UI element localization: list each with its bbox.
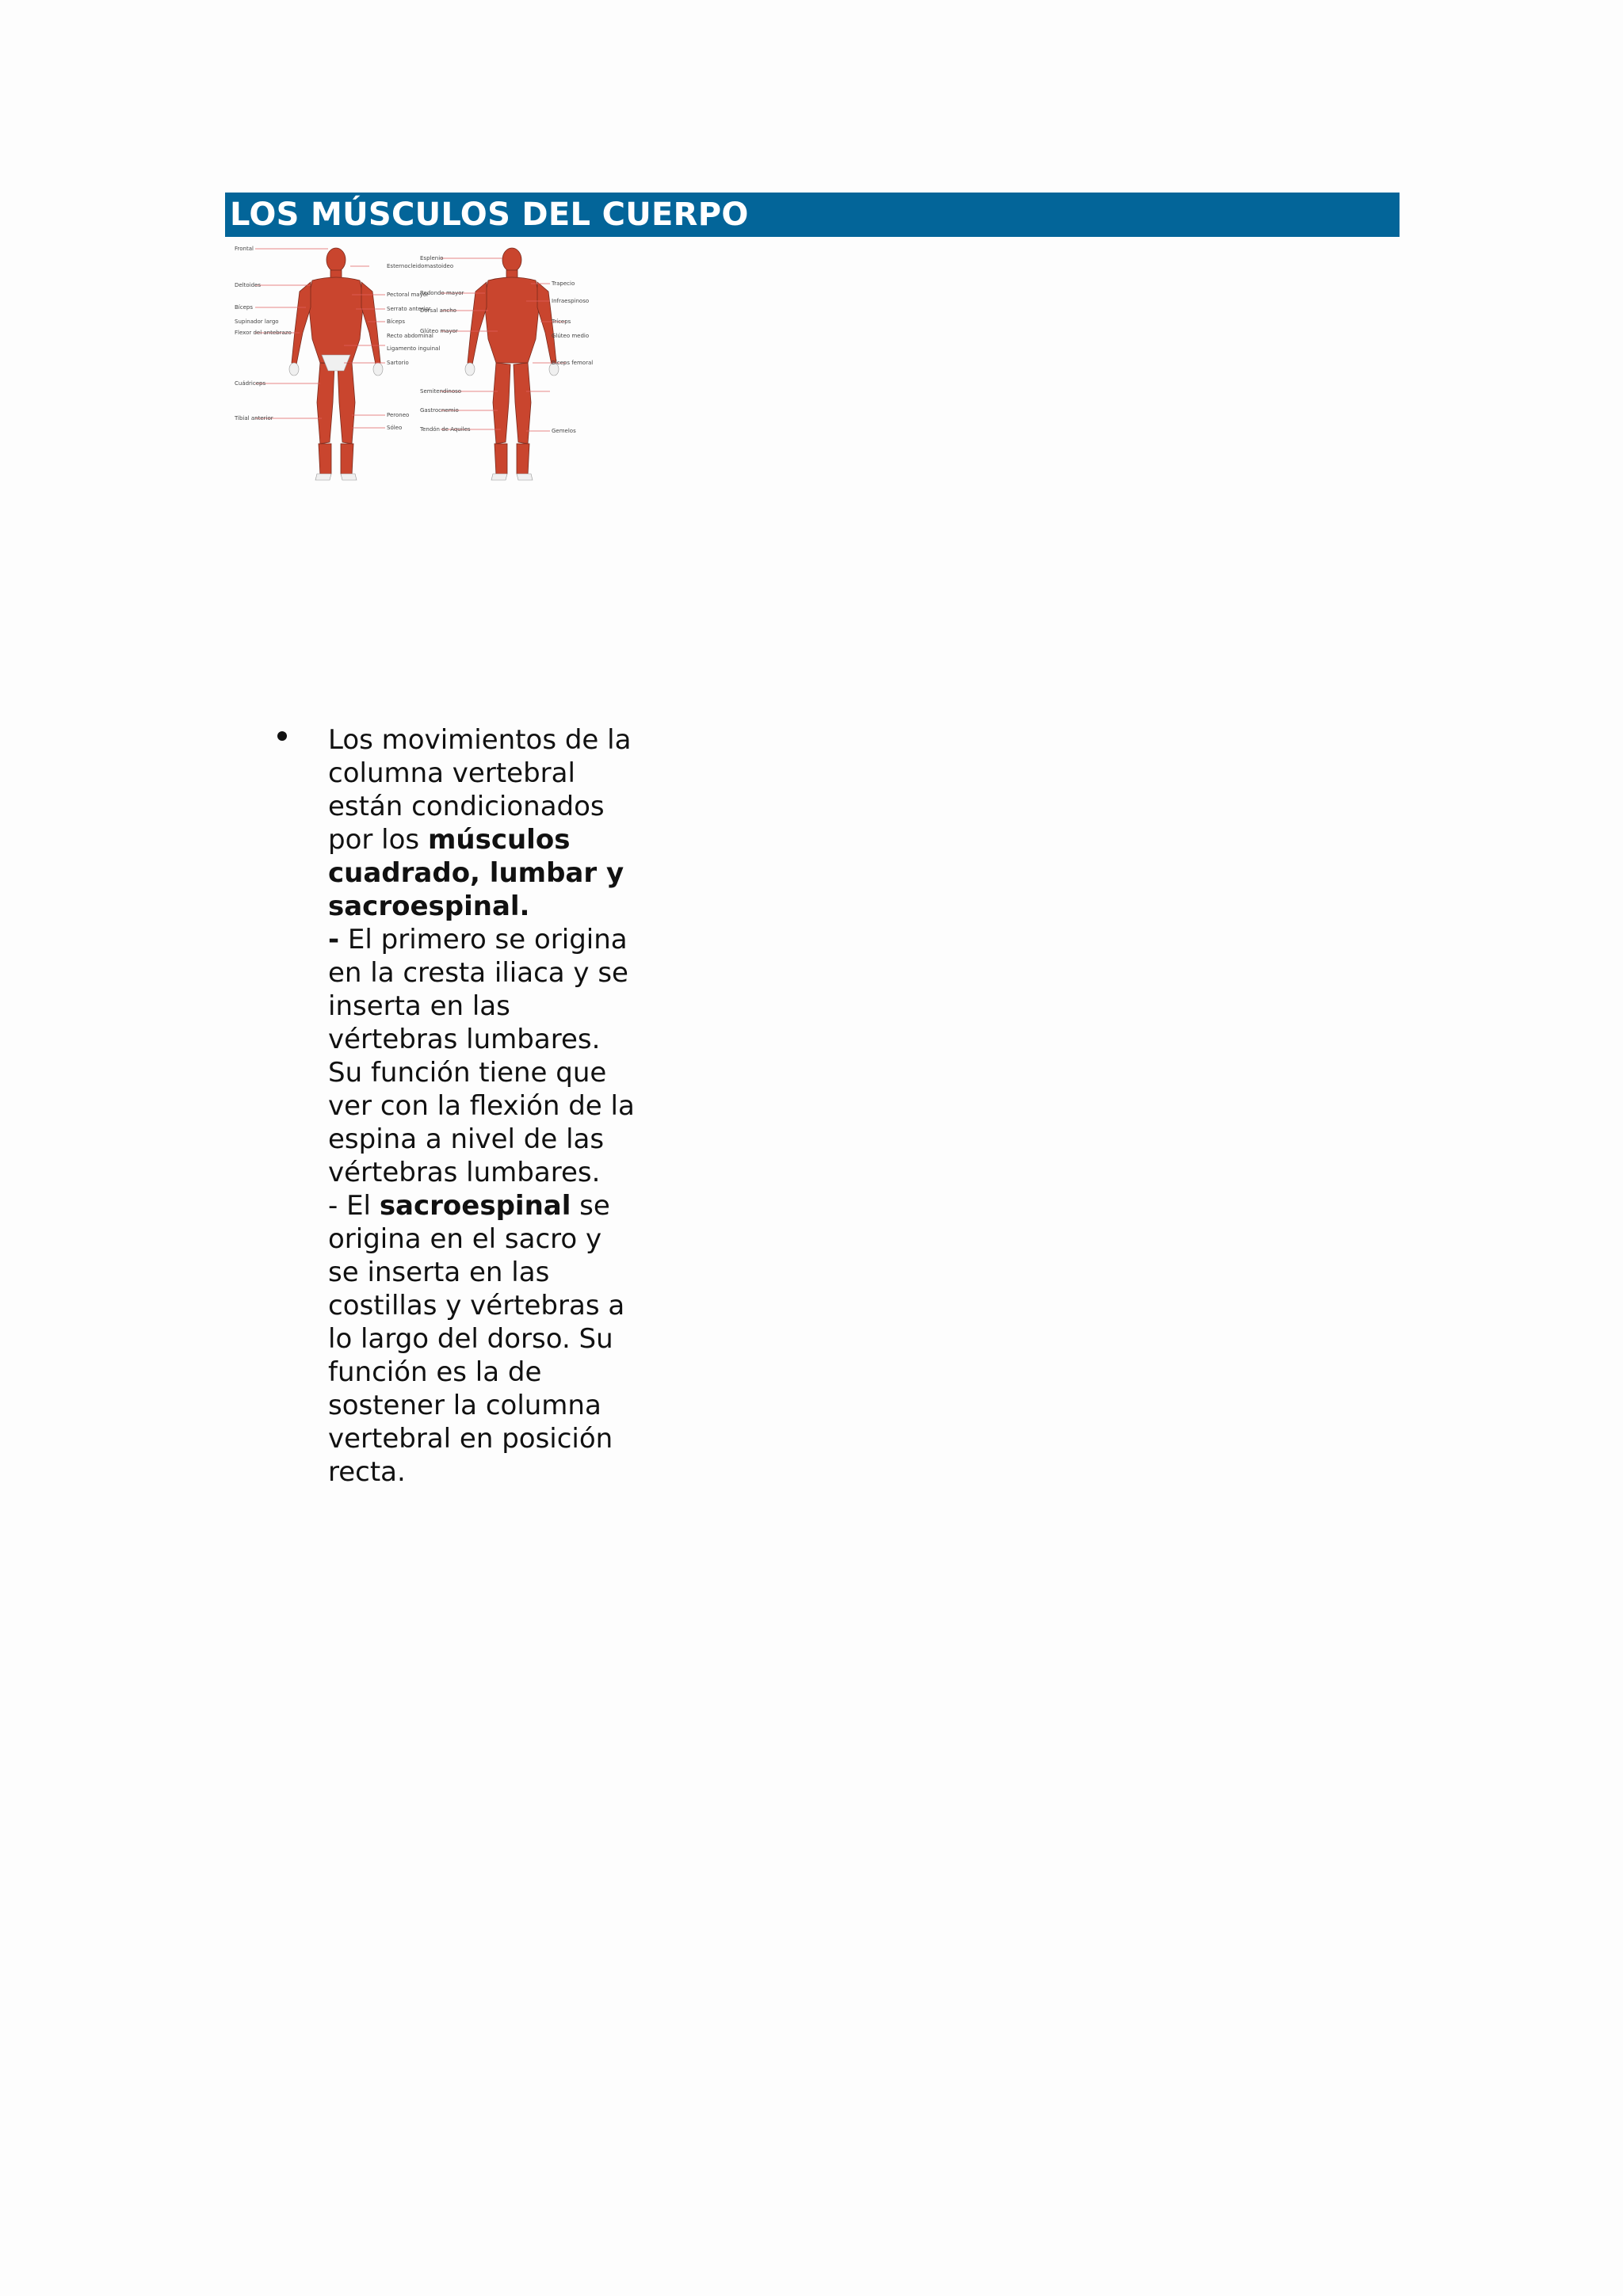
text-bold-sacroespinal: sacroespinal [379,1190,571,1222]
figure-label: Cuádriceps [235,380,266,387]
title-bar [225,193,1400,237]
figure-label: Frontal [235,246,254,252]
figure-label: Esplenio [420,255,444,261]
front-left-labels [234,246,292,421]
figure-label: Pectoral mayor [387,292,429,298]
figure-label: Semitendinoso [420,388,462,395]
figure-label: Glúteo mayor [420,328,458,334]
figure-label: Tríceps [552,318,571,325]
figure-label: Tibial anterior [235,415,273,421]
figure-label: Glúteo medio [552,333,590,339]
figure-label: Infraespinoso [552,298,590,304]
text-dash: - [328,924,340,955]
figure-label: Supinador largo [235,318,279,325]
figure-label: Recto abdominal [387,333,433,339]
back-left-labels [419,255,471,433]
figure-label: Flexor del antebrazo [235,330,292,336]
figure-label: Gastrocnemio [420,407,459,414]
figure-label: Dorsal ancho [420,307,456,314]
text-sacroespinal: se origina en el sacro y se inserta en las costillas y vértebras a lo largo del dorso. Su función es la de sostener la columna vertebral en posición recta. [328,1190,625,1488]
figure-label: Gemelos [552,428,576,434]
figure-label: Bíceps [387,318,405,325]
bullet-icon [277,731,287,741]
figure-label: Sartorio [387,360,409,366]
muscle-anatomy-icon [233,244,605,482]
page-title: LOS MÚSCULOS DEL CUERPO [230,196,749,233]
figure-label: Bíceps [235,304,253,311]
bullet-paragraph [328,723,637,1489]
muscle-diagram-image [233,244,605,482]
text-second-intro: - El [328,1190,380,1222]
figure-label: Serrato anterior [387,306,431,312]
text-first-muscle: El primero se origina en la cresta iliaca y se inserta en las vértebras lumbares. Su función tiene que ver con la flexión de la espina a nivel de las vértebras lumbares. [328,924,635,1188]
figure-label: Ligamento inguinal [387,345,441,352]
figure-label: Peroneo [387,412,410,418]
figure-label: Sóleo [387,425,403,431]
figure-label: Trapecio [552,280,575,287]
back-right-labels [551,280,593,434]
figure-label: Redondo mayor [420,290,464,296]
back-figure [468,248,556,475]
figure-label: Bíceps femoral [552,360,594,366]
text-intro: Los movimientos de la columna vertebral están condicionados por los [328,724,632,856]
figure-label: Deltoides [235,282,262,288]
front-right-labels [387,263,453,431]
text-bold-muscles: músculos cuadrado, lumbar y sacroespinal. [328,824,624,922]
figure-label: Esternocleidomastoideo [387,263,454,269]
figure-label: Tendón de Aquiles [420,426,471,433]
